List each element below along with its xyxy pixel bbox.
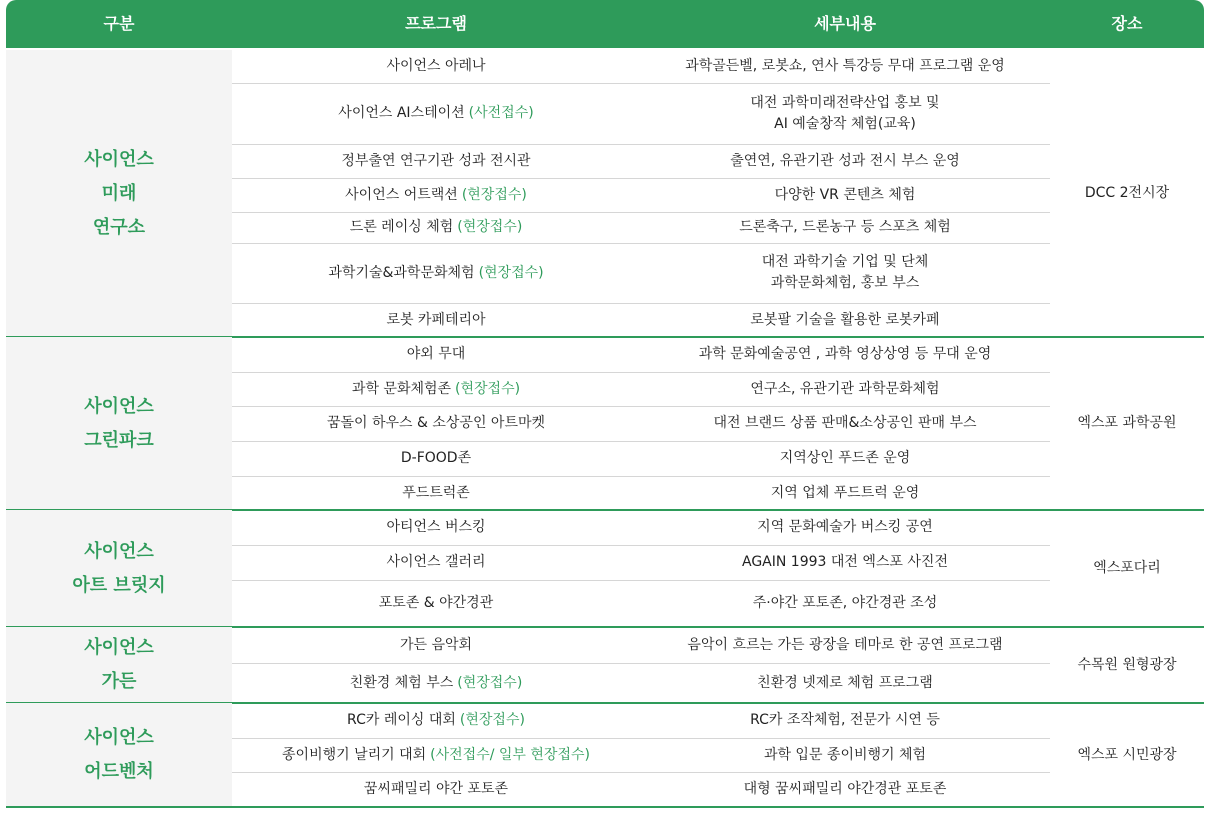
details-line: 대전 과학미래전략산업 홍보 및 <box>750 94 940 111</box>
program-cell <box>232 510 640 545</box>
location-name: 엑스포 시민광장 <box>1077 746 1177 763</box>
group-name-line: 사이언스 <box>84 727 154 748</box>
program-name: 사이언스 어트랙션 <box>345 186 458 203</box>
registration-note: (현장접수) <box>461 186 527 203</box>
program-cell <box>232 303 640 337</box>
details-cell <box>640 476 1050 510</box>
details-line: 과학 문화예술공연 , 과학 영상상영 등 무대 운영 <box>698 346 992 362</box>
registration-note: (현장접수) <box>457 219 523 235</box>
program-cell <box>232 144 640 178</box>
program-name: 꿈돌이 하우스 & 소상공인 아트마켓 <box>326 415 546 431</box>
program-cell <box>232 580 640 627</box>
table-header <box>6 0 1204 48</box>
details-line: 드론축구, 드론농구 등 스포츠 체험 <box>739 219 951 235</box>
details-line: 대형 꿈씨패밀리 야간경관 포토존 <box>743 781 947 797</box>
group-name-line: 사이언스 <box>84 395 154 417</box>
location-name: 엑스포 과학공원 <box>1077 415 1177 431</box>
group-name-line: 사이언스 <box>84 637 154 658</box>
details-line: 다양한 VR 콘텐츠 체험 <box>774 186 916 203</box>
registration-note: (현장접수) <box>455 380 521 397</box>
group-divider <box>6 806 1204 808</box>
details-cell <box>640 703 1050 738</box>
program-name: 과학 문화체험존 <box>351 380 452 397</box>
program-cell <box>232 50 640 83</box>
details-line: 연구소, 유관기관 과학문화체험 <box>750 380 940 397</box>
program-cell <box>232 545 640 580</box>
program-name: 아티언스 버스킹 <box>386 519 486 535</box>
details-cell <box>640 772 1050 807</box>
program-name: D-FOOD존 <box>400 450 472 466</box>
program-cell <box>232 663 640 703</box>
details-cell <box>640 406 1050 441</box>
location-cell <box>1050 510 1204 627</box>
program-name: 드론 레이싱 체험 <box>349 219 454 235</box>
details-cell <box>640 738 1050 772</box>
details-line: 지역 문화예술가 버스킹 공연 <box>757 519 933 535</box>
details-cell <box>640 663 1050 703</box>
registration-note: (사전접수) <box>468 105 534 121</box>
details-line: 대전 브랜드 상품 판매&소상공인 판매 부스 <box>713 415 977 431</box>
location-cell <box>1050 703 1204 807</box>
program-cell <box>232 212 640 243</box>
details-line: AI 예술창작 체험(교육) <box>774 115 916 132</box>
details-line: 출연연, 유관기관 성과 전시 부스 운영 <box>730 152 960 169</box>
details-cell <box>640 510 1050 545</box>
group-name-line: 사이언스 <box>84 148 154 170</box>
program-name: RC카 레이싱 대회 <box>347 712 456 728</box>
program-cell <box>232 441 640 476</box>
details-cell <box>640 144 1050 178</box>
details-line: 음악이 흐르는 가든 광장을 테마로 한 공연 프로그램 <box>687 636 1003 653</box>
details-cell <box>640 627 1050 663</box>
location-cell <box>1050 627 1204 703</box>
details-cell <box>640 212 1050 243</box>
program-cell <box>232 772 640 807</box>
details-cell <box>640 580 1050 627</box>
details-cell <box>640 303 1050 337</box>
group-name-line: 그린파크 <box>84 429 154 451</box>
group-name-line: 아트 브릿지 <box>72 574 166 596</box>
program-cell <box>232 178 640 212</box>
details-cell <box>640 83 1050 144</box>
details-line: 지역상인 푸드존 운영 <box>779 450 911 466</box>
program-name: 푸드트럭존 <box>402 484 470 501</box>
program-cell <box>232 476 640 510</box>
program-name: 사이언스 갤러리 <box>386 554 486 570</box>
program-name: 과학기술&과학문화체험 <box>328 264 475 281</box>
details-line: 과학골든벨, 로봇쇼, 연사 특강등 무대 프로그램 운영 <box>685 58 1005 74</box>
group-name <box>6 510 232 627</box>
location-cell <box>1050 337 1204 510</box>
program-cell <box>232 627 640 663</box>
details-line: 로봇팔 기술을 활용한 로봇카페 <box>750 311 940 328</box>
registration-note: (현장접수) <box>459 712 525 728</box>
group-name <box>6 627 232 703</box>
details-cell <box>640 178 1050 212</box>
registration-note: (현장접수) <box>457 674 523 691</box>
header-program: 프로그램 <box>405 14 467 33</box>
registration-note: (사전접수/ 일부 현장접수) <box>430 746 590 763</box>
group-name <box>6 703 232 807</box>
details-line: 대전 과학기술 기업 및 단체 <box>761 254 929 270</box>
program-name: 정부출연 연구기관 성과 전시관 <box>341 152 531 169</box>
details-cell <box>640 372 1050 406</box>
group-name-line: 가든 <box>101 671 137 692</box>
program-cell <box>232 406 640 441</box>
program-cell <box>232 243 640 303</box>
location-name: 엑스포다리 <box>1093 560 1161 576</box>
location-name: DCC 2전시장 <box>1084 185 1170 201</box>
header-location: 장소 <box>1111 14 1143 33</box>
program-cell <box>232 703 640 738</box>
header-details: 세부내용 <box>814 14 876 33</box>
details-cell <box>640 50 1050 83</box>
details-line: 과학문화체험, 홍보 부스 <box>770 275 920 291</box>
group-name-line: 미래 <box>101 182 137 204</box>
group-name <box>6 50 232 337</box>
header-category: 구분 <box>103 14 135 33</box>
program-name: 로봇 카페테리아 <box>386 311 486 328</box>
details-cell <box>640 441 1050 476</box>
details-line: 친환경 넷제로 체험 프로그램 <box>757 674 933 691</box>
program-cell <box>232 337 640 372</box>
program-name: 사이언스 아레나 <box>386 58 486 74</box>
group-name-line: 사이언스 <box>84 540 154 562</box>
program-cell <box>232 738 640 772</box>
details-line: 지역 업체 푸드트럭 운영 <box>770 484 920 501</box>
group-name-line: 연구소 <box>92 216 146 238</box>
details-cell <box>640 545 1050 580</box>
group-name <box>6 337 232 510</box>
details-line: AGAIN 1993 대전 엑스포 사진전 <box>742 554 948 570</box>
program-name: 종이비행기 날리기 대회 <box>282 746 427 763</box>
details-cell <box>640 337 1050 372</box>
registration-note: (현장접수) <box>478 264 544 281</box>
program-name: 야외 무대 <box>406 346 466 362</box>
details-cell <box>640 243 1050 303</box>
program-name: 꿈씨패밀리 야간 포토존 <box>363 781 509 797</box>
details-line: 주·야간 포토존, 야간경관 조성 <box>752 595 938 611</box>
location-name: 수목원 원형광장 <box>1077 656 1177 673</box>
program-cell <box>232 372 640 406</box>
program-name: 사이언스 AI스테이션 <box>338 105 465 121</box>
program-cell <box>232 83 640 144</box>
program-name: 가든 음악회 <box>399 636 473 653</box>
details-line: RC카 조작체험, 전문가 시연 등 <box>750 712 940 728</box>
details-line: 과학 입문 종이비행기 체험 <box>763 746 927 763</box>
group-name-line: 어드벤처 <box>84 761 154 782</box>
program-name: 포토존 & 야간경관 <box>378 595 494 611</box>
program-name: 친환경 체험 부스 <box>349 674 454 691</box>
location-cell <box>1050 50 1204 337</box>
